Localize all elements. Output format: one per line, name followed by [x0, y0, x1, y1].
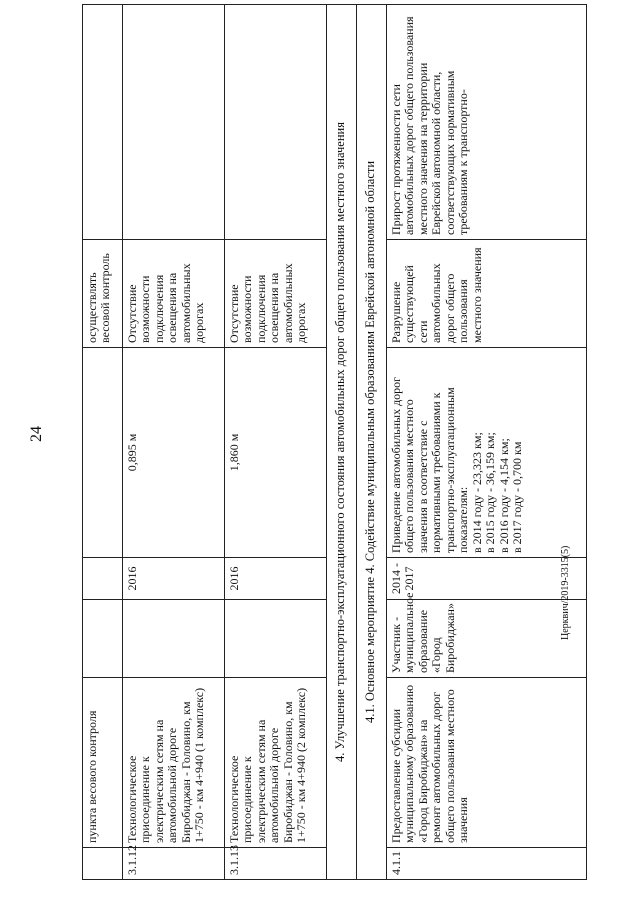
cell-indicator [225, 5, 327, 240]
table-row [123, 5, 225, 880]
cell-period: 2016 [225, 558, 327, 600]
table-row [83, 5, 123, 880]
result-2014: в 2014 году - 23,323 км; [469, 432, 484, 553]
cell-problem: Отсутствие возможности подключения освещения на автомобильных дорогах [225, 240, 327, 348]
section-title: 4. Улучшение транспортно-эксплуатационного состояния автомобильных дорог общего пользования местного значения [327, 5, 357, 880]
program-measures-table [82, 4, 587, 880]
subsection-title: 4.1. Основное мероприятие 4. Содействие муниципальным образованиям Еврейской автономной области [357, 5, 387, 880]
cell-period: 2014 - 2017 [387, 558, 587, 600]
cell-executor [225, 600, 327, 678]
result-2015: в 2015 году - 36,159 км; [483, 432, 498, 553]
cell-indicator: Прирост протяженности сети автомобильных дорог общего пользования местного значения на территории Еврейской автономной области, соответствующих нормативным требованиям к транспортно- [387, 5, 587, 240]
footer-code: Церквич/2019-3315(5) [560, 545, 571, 640]
result-2016: в 2016 году - 4,154 км; [496, 438, 511, 553]
cell-name: Предоставление субсидии муниципальному образованию «Город Биробиджан» на ремонт автомобильных дорог общего пользования местного значения [387, 678, 587, 848]
rotated-table-container [82, 5, 627, 880]
cell-executor: Участник - муниципальное образование «Город Биробиджан» [387, 600, 587, 678]
cell-num: 3.1.13 [225, 848, 327, 880]
cell-result: 0,895 м [123, 348, 225, 558]
table-row [387, 5, 587, 880]
cell-problem: Отсутствие возможности подключения освещения на автомобильных дорогах [123, 240, 225, 348]
cell-name: Технологическое присоединение к электрическим сетям на автомобильной дороге Биробиджан - Головино, км 1+750 - км 4+940 (2 комплекс) [225, 678, 327, 848]
cell-indicator [123, 5, 225, 240]
table-row [225, 5, 327, 880]
cell-problem: осуществлять весовой контроль [83, 240, 123, 348]
result-2017: в 2017 году - 0,700 км [509, 441, 524, 553]
cell-executor [123, 600, 225, 678]
cell-num: 3.1.12 [123, 848, 225, 880]
cell-period: 2016 [123, 558, 225, 600]
result-intro: Приведение автомобильных дорог общего пользования местного значения в соответствие с нормативными требованиями к транспортно-эксплуатационным показателям: [389, 376, 471, 553]
cell-result [387, 348, 587, 558]
cell-problem: Разрушение существующей сети автомобильных дорог общего пользования местного значения [387, 240, 587, 348]
cell-result: 1,860 м [225, 348, 327, 558]
page-number: 24 [28, 426, 45, 442]
subsection-row [357, 5, 387, 880]
section-row [327, 5, 357, 880]
cell-name: пункта весового контроля [83, 678, 123, 848]
cell-name: Технологическое присоединение к электрическим сетям на автомобильной дороге Биробиджан - Головино, км 1+750 - км 4+940 (1 комплекс) [123, 678, 225, 848]
cell-num: 4.1.1 [387, 848, 587, 880]
